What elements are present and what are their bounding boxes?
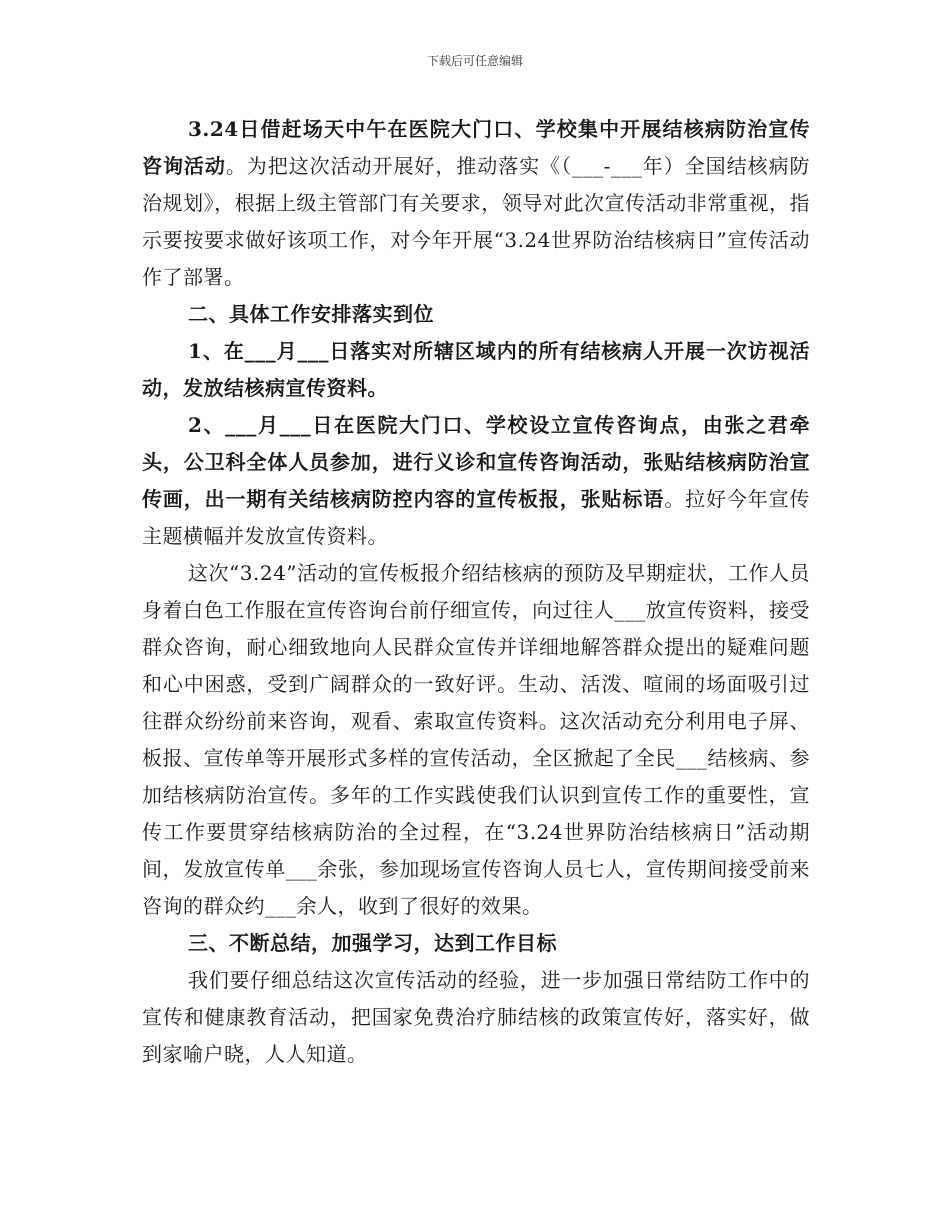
paragraph-bold-text: 3.24日借赶场天中午在医院大门口、学校集中开展结核病防治宣传咨询活动: [142, 117, 810, 178]
paragraph-bold-text: 2、___月___日在医院大门口、学校设立宣传咨询点，由张之君牵头，公卫科全体人员参加，进行义诊和宣传咨询活动，张贴结核病防治宣传画，出一期有关结核病防控内容的宣传板报，张贴标语: [142, 413, 810, 511]
paragraph-text: 。为把这次活动开展好，推动落实《（___-___年）全国结核病防治规划》，根据上级主管部门有关要求，领导对此次宣传活动非常重视，指示要按要求做好该项工作，对今年开展“3.24世界防治结核病日”宣传活动作了部署。: [142, 154, 810, 289]
paragraph-conclusion: 我们要仔细总结这次宣传活动的经验，进一步加强日常结防工作中的宣传和健康教育活动，把国家免费治疗肺结核的政策宣传好，落实好，做到家喻户晓，人人知道。: [142, 968, 810, 1066]
section-heading-3: 三、不断总结，加强学习，达到工作目标: [188, 931, 557, 955]
section-heading-2: 二、具体工作安排落实到位: [188, 302, 434, 326]
paragraph-text: 。拉好今年宣传主题横幅并发放宣传资料。: [142, 487, 811, 548]
page-header: 下载后可任意编辑: [426, 54, 523, 68]
document-body: [142, 111, 810, 1073]
item-2: [142, 407, 810, 555]
item-1: 1、在___月___日落实对所辖区域内的所有结核病人开展一次访视活动，发放结核病宣传资料。: [142, 339, 810, 400]
paragraph-activity-intro: [142, 111, 810, 296]
paragraph-activity-summary: 这次“3.24”活动的宣传板报介绍结核病的预防及早期症状，工作人员身着白色工作服在宣传咨询台前仔细宣传，向过往人___放宣传资料，接受群众咨询，耐心细致地向人民群众宣传并详细地解答群众提出的疑难问题和心中困惑，受到广阔群众的一致好评。生动、活泼、喧闹的场面吸引过往群众纷纷前来咨询，观看、索取宣传资料。这次活动充分利用电子屏、板报、宣传单等开展形式多样的宣传活动，全区掀起了全民___结核病、参加结核病防治宣传。多年的工作实践使我们认识到宣传工作的重要性，宣传工作要贯穿结核病防治的全过程，在“3.24世界防治结核病日”活动期间，发放宣传单___余张，参加现场宣传咨询人员七人，宣传期间接受前来咨询的群众约___余人，收到了很好的效果。: [142, 561, 810, 918]
